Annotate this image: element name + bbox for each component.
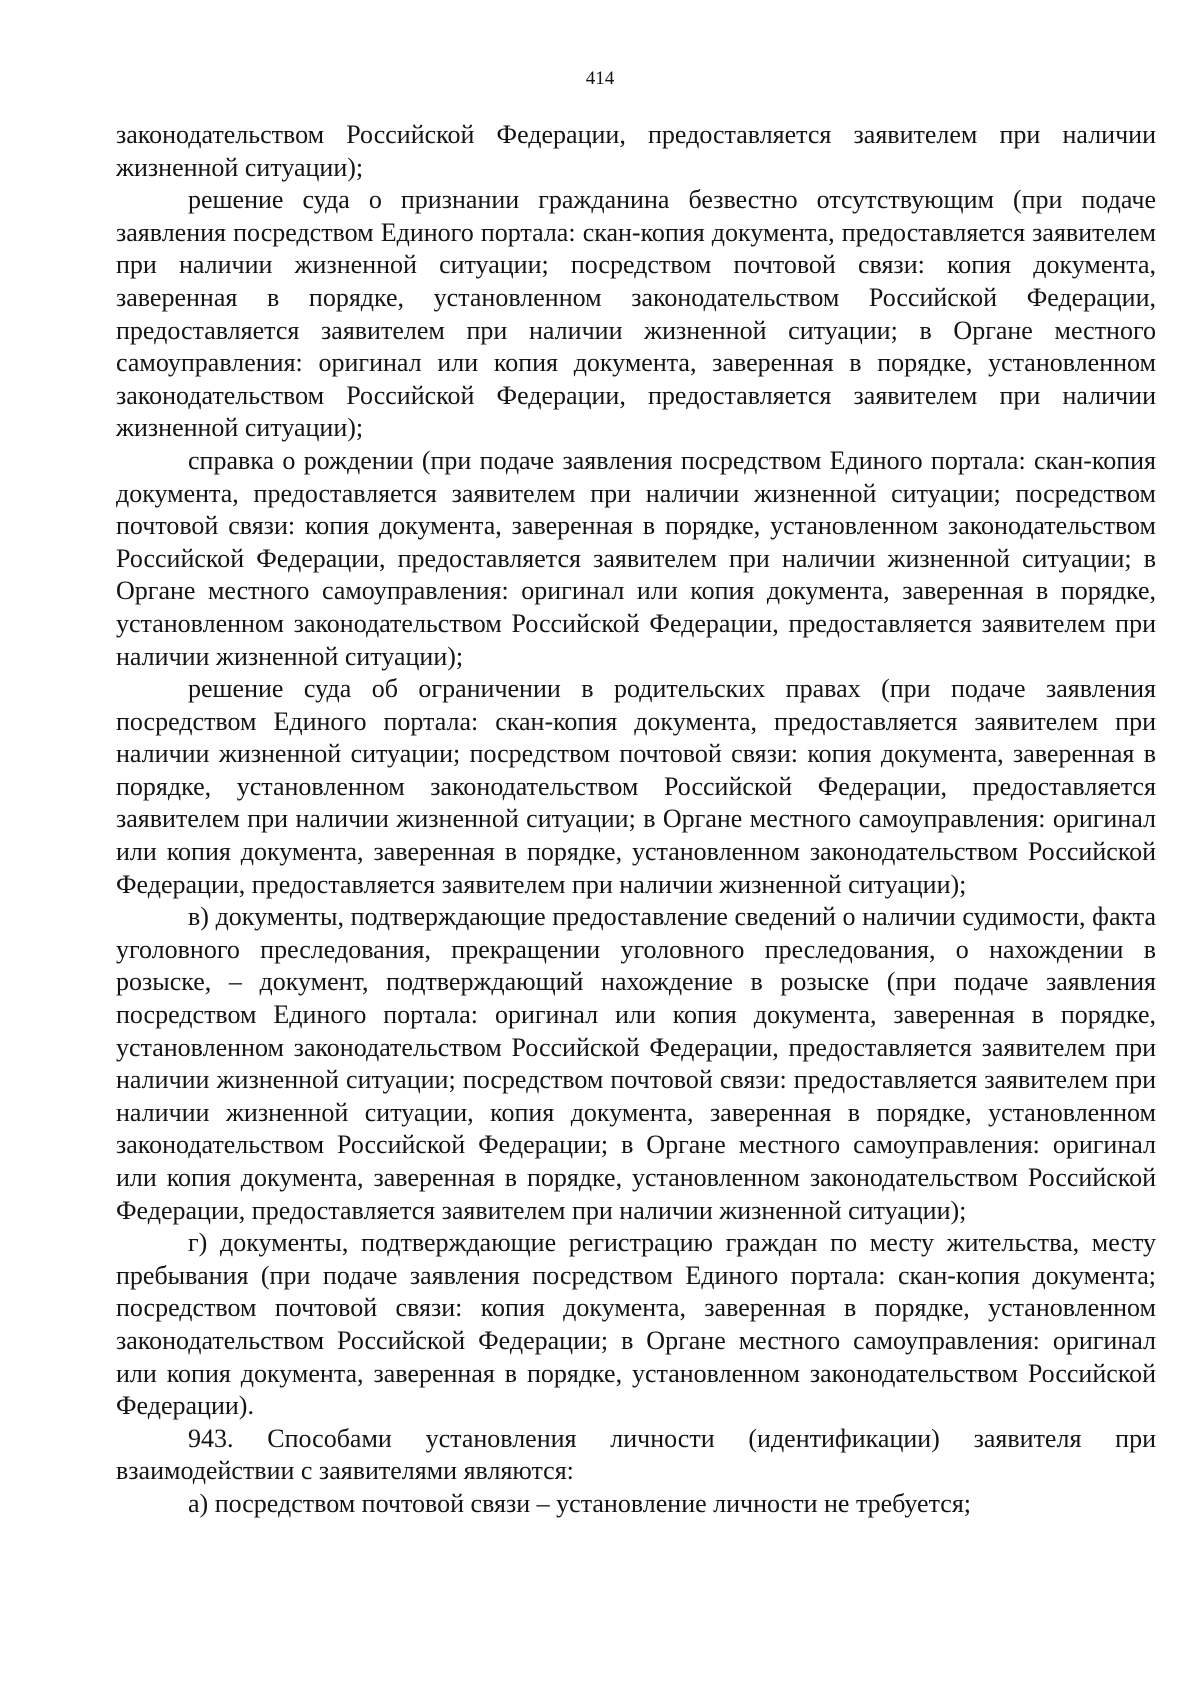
paragraph-943-identification: 943. Способами установления личности (идентификации) заявителя при взаимодействии с заявителями являются: [116,1423,1156,1486]
document-body [116,119,1156,1521]
paragraph-court-missing-person: решение суда о признании гражданина безвестно отсутствующим (при подаче заявления посредством Единого портала: скан-копия документа, предоставляется заявителем при наличии жизненной ситуации; посредством почтовой связи: копия документа, заверенная в порядке, установленном законодательством Российской Федерации, предоставляется заявителем при наличии жизненной ситуации; в Органе местного самоуправления: оригинал или копия документа, заверенная в порядке, установленном законодательством Российской Федерации, предоставляется заявителем при наличии жизненной ситуации); [116,185,1156,443]
paragraph-item-g-registration: г) документы, подтверждающие регистрацию граждан по месту жительства, месту пребывания (при подаче заявления посредством Единого портала: скан-копия документа; посредством почтовой связи: копия документа, заверенная в порядке, установленном законодательством Российской Федерации; в Органе местного самоуправления: оригинал или копия документа, заверенная в порядке, установленном законодательством Российской Федерации). [116,1228,1156,1421]
paragraph-item-v-criminal-record: в) документы, подтверждающие предоставление сведений о наличии судимости, факта уголовного преследования, прекращении уголовного преследования, о нахождении в розыске, – документ, подтверждающий нахождение в розыске (при подаче заявления посредством Единого портала: оригинал или копия документа, заверенная в порядке, установленном законодательством Российской Федерации, предоставляется заявителем при наличии жизненной ситуации; посредством почтовой связи: предоставляется заявителем при наличии жизненной ситуации, копия документа, заверенная в порядке, установленном законодательством Российской Федерации; в Органе местного самоуправления: оригинал или копия документа, заверенная в порядке, установленном законодательством Российской Федерации, предоставляется заявителем при наличии жизненной ситуации); [116,902,1156,1225]
paragraph-continuation: законодательством Российской Федерации, предоставляется заявителем при наличии жизненной ситуации); [116,120,1156,182]
paragraph-court-parental-rights: решение суда об ограничении в родительских правах (при подаче заявления посредством Единого портала: скан-копия документа, предоставляется заявителем при наличии жизненной ситуации; посредством почтовой связи: копия документа, заверенная в порядке, установленном законодательством Российской Федерации, предоставляется заявителем при наличии жизненной ситуации; в Органе местного самоуправления: оригинал или копия документа, заверенная в порядке, установленном законодательством Российской Федерации, предоставляется заявителем при наличии жизненной ситуации); [116,674,1156,899]
paragraph-item-a-postal: а) посредством почтовой связи – установление личности не требуется; [188,1488,971,1518]
paragraph-birth-certificate: справка о рождении (при подаче заявления посредством Единого портала: скан-копия документа, предоставляется заявителем при наличии жизненной ситуации; посредством почтовой связи: копия документа, заверенная в порядке, установленном законодательством Российской Федерации, предоставляется заявителем при наличии жизненной ситуации; в Органе местного самоуправления: оригинал или копия документа, заверенная в порядке, установленном законодательством Российской Федерации, предоставляется заявителем при наличии жизненной ситуации); [116,445,1156,671]
page-number: 414 [585,68,615,89]
